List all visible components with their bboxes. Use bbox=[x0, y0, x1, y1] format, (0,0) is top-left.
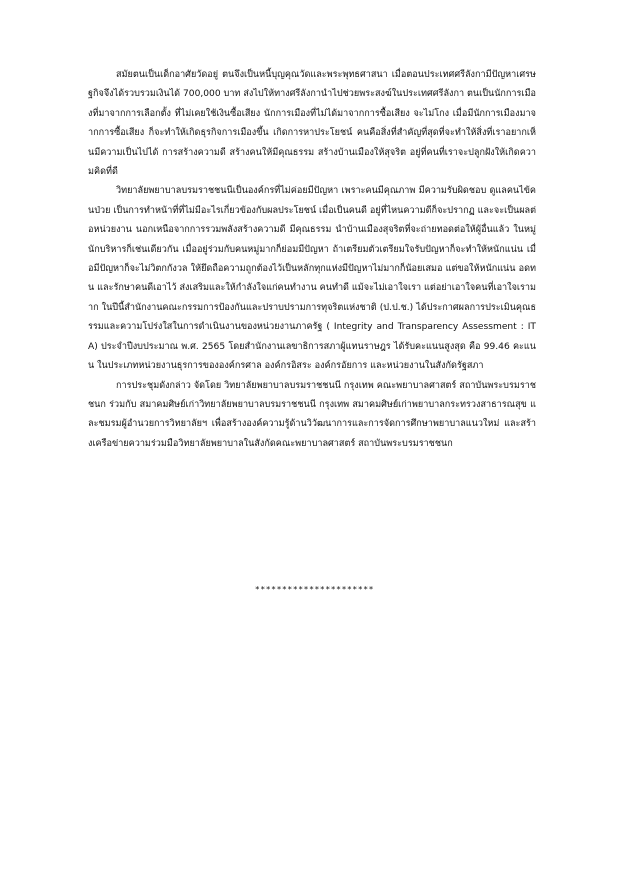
paragraph-3: การประชุมดังกล่าว จัดโดย วิทยาลัยพยาบาลบรมราชชนนี กรุงเทพ คณะพยาบาลศาสตร์ สถาบันพระบรมราชชนก ร่วมกับ สมาคมศิษย์เก่าวิทยาลัยพยาบาลบรมราชชนนี กรุงเทพ สมาคมศิษย์เก่าพยาบาลกระทรวงสาธารณสุข และชมรมผู้อำนวยการวิทยาลัยฯ เพื่อสร้างองค์ความรู้ด้านวิวัฒนาการและการจัดการศึกษาพยาบาลแนวใหม่ และสร้างเครือข่ายความร่วมมือวิทยาลัยพยาบาลในสังกัดคณะพยาบาลศาสตร์ สถาบันพระบรมราชชนก bbox=[88, 380, 536, 449]
document-body bbox=[88, 66, 536, 454]
paragraph-2: วิทยาลัยพยาบาลบรมราชชนนีเป็นองค์กรที่ไม่ค่อยมีปัญหา เพราะคนมีคุณภาพ มีความรับผิดชอบ ดูแลคนไข้คนป่วย เป็นการทำหน้าที่ที่ไม่มีอะไรเกี่ยวข้องกับผลประโยชน์ เมื่อเป็นคนดี อยู่ที่ไหนความดีก็จะปรากฏ และจะเป็นผลต่อหน่วยงาน นอกเหนือจากการรวมพลังสร้างความดี มีคุณธรรม นำบ้านเมืองสุจริตที่จะถ่ายทอดต่อให้ผู้อื่นแล้ว ในหมู่นักบริหารก็เช่นเดียวกัน เมื่ออยู่ร่วมกับคนหมู่มากก็ย่อมมีปัญหา ถ้าเตรียมตัวเตรียมใจรับปัญหาก็จะทำให้หนักแน่น เมื่อมีปัญหาก็จะไม่วิตกกังวล ให้ยึดถือความถูกต้องไว้เป็นหลักทุกแห่งมีปัญหาไม่มากก็น้อยเสมอ แต่ขอให้หนักแน่น อดทน และรักษาคนดีเอาไว้ ส่งเสริมและให้กำลังใจแก่คนทำงาน คนทำดี แม้จะไม่เอาใจเรา แต่อย่าเอาใจคนที่เอาใจเรามาก ในปีนี้สำนักงานคณะกรรมการป้องกันและปราบปรามการทุจริตแห่งชาติ (ป.ป.ช.) ได้ประกาศผลการประเมินคุณธรรมและความโปร่งใสในการดำเนินงานของหน่วยงานภาครัฐ ( Integrity and Transparency Assessment : ITA) ประจำปีงบประมาณ พ.ศ. 2565 โดยสำนักงานเลขาธิการสภาผู้แทนราษฎร ได้รับคะแนนสูงสุด คือ 99.46 คะแนน ในประเภทหน่วยงานธุรการขององค์กรศาล องค์กรอิสระ องค์กรอัยการ และหน่วยงานในสังกัดรัฐสภา bbox=[88, 186, 537, 372]
paragraph-1: สมัยตนเป็นเด็กอาศัยวัดอยู่ ตนจึงเป็นหนี้บุญคุณวัดและพระพุทธศาสนา เมื่อตอนประเทศศรีลังกามีปัญหาเศรษฐกิจจึงได้รวบรวมเงินได้ 700,000 บาท ส่งไปให้ทางศรีลังกานำไปช่วยพระสงฆ์ในประเทศศรีลังกา ตนเป็นนักการเมืองที่มาจากการเลือกตั้ง ที่ไม่เคยใช้เงินซื้อเสียง นักการเมืองที่ไม่ได้มาจากการซื้อเสียง จะไม่โกง เมื่อมีนักการเมืองมาจากการซื้อเสียง ก็จะทำให้เกิดธุรกิจการเมืองขึ้น เกิดการหาประโยชน์ คนคือสิ่งที่สำคัญที่สุดที่จะทำให้สิ่งที่เราอยากเห็นมีความเป็นไปได้ การสร้างความดี สร้างคนให้มีคุณธรรม สร้างบ้านเมืองให้สุจริต อยู่ที่คนที่เราจะปลูกฝังให้เกิดความคิดที่ดี bbox=[88, 70, 536, 178]
end-separator: ********************** bbox=[254, 585, 375, 594]
